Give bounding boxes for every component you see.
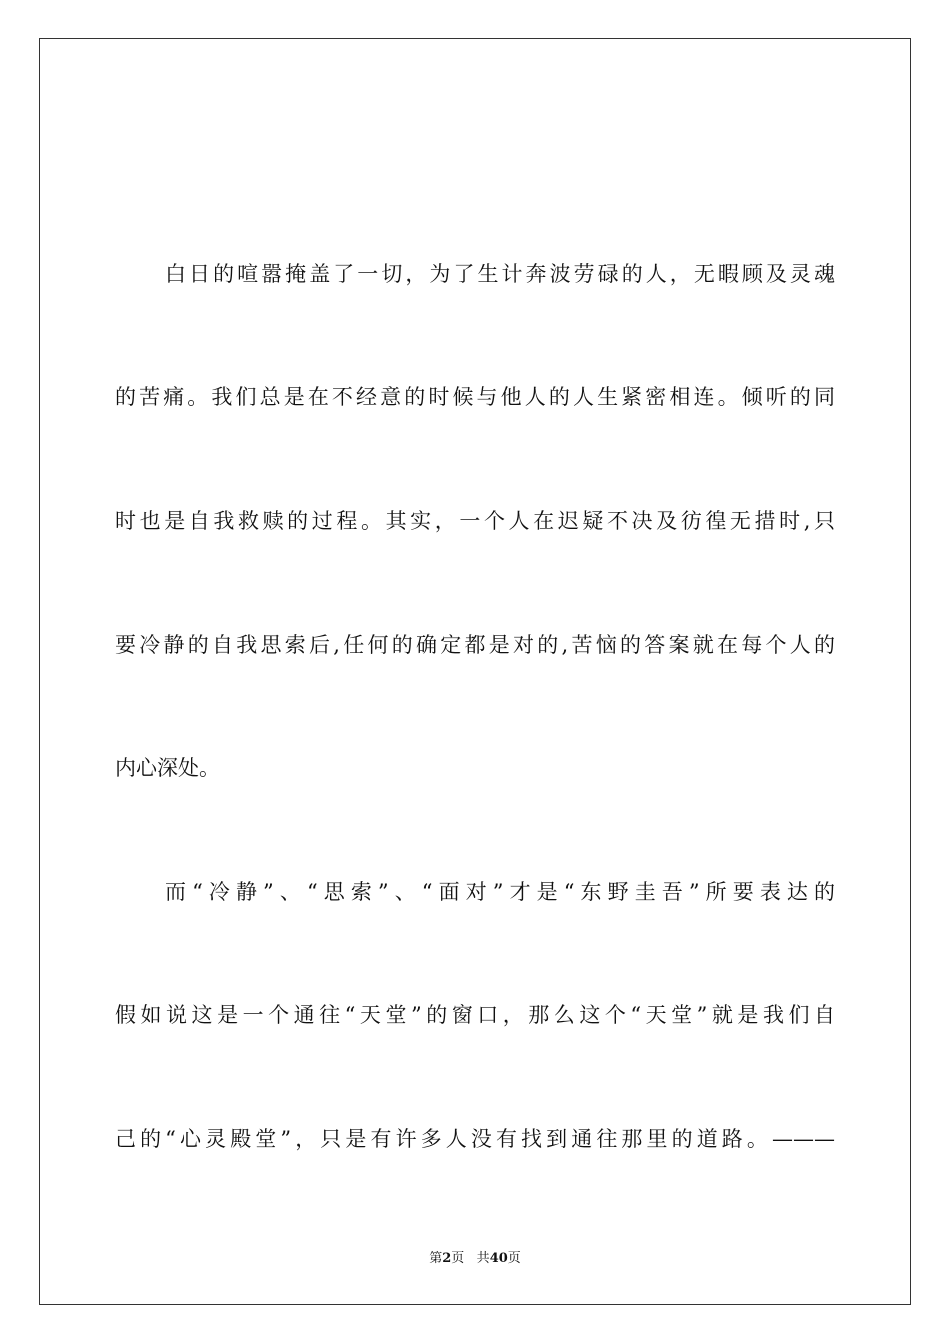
- page-suffix: 页: [451, 1251, 465, 1266]
- page-prefix: 第: [429, 1251, 443, 1266]
- total-pages: 40: [489, 1251, 508, 1266]
- paragraph-2-line-2: 假如说这是一个通往“天堂”的窗口，那么这个“天堂”就是我们自: [115, 1003, 835, 1027]
- total-prefix: 共: [476, 1251, 490, 1266]
- paragraph-1-line-4: 要冷静的自我思索后,任何的确定都是对的,苦恼的答案就在每个人的: [115, 633, 835, 657]
- paragraph-2-line-3: 己的“心灵殿堂”，只是有许多人没有找到通往那里的道路。———: [115, 1127, 835, 1151]
- paragraph-1-line-2: 的苦痛。我们总是在不经意的时候与他人的人生紧密相连。倾听的同: [115, 385, 835, 409]
- page-footer: [0, 1247, 950, 1266]
- paragraph-1-line-3: 时也是自我救赎的过程。其实，一个人在迟疑不决及彷徨无措时,只: [115, 509, 835, 533]
- paragraph-1-line-1: 白日的喧嚣掩盖了一切，为了生计奔波劳碌的人，无暇顾及灵魂: [165, 262, 835, 286]
- page-border: [39, 38, 911, 1305]
- page-number: 2: [442, 1251, 452, 1266]
- paragraph-1-line-5: 内心深处。: [115, 756, 220, 780]
- paragraph-2-line-1: 而“冷静”、“思索”、“面对”才是“东野圭吾”所要表达的: [165, 880, 835, 904]
- total-suffix: 页: [507, 1251, 521, 1266]
